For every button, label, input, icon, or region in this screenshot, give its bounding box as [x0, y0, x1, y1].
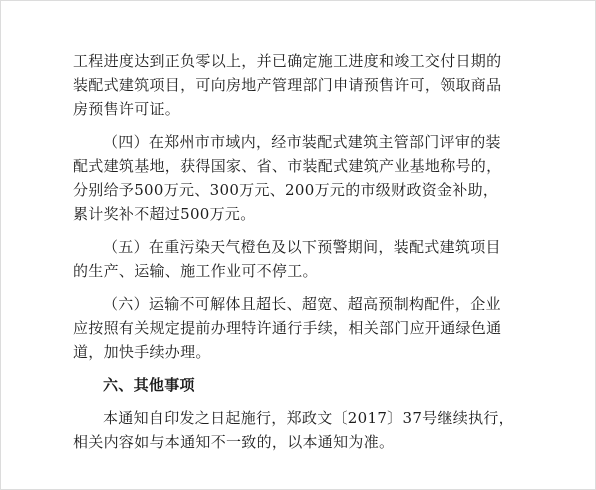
text-line: （六）运输不可解体且超长、超宽、超高预制构配件，企业 [103, 295, 501, 313]
text-line: 配式建筑基地，获得国家、省、市装配式建筑产业基地称号的， [73, 157, 502, 175]
text-line: 工程进度达到正负零以上，并已确定施工进度和竣工交付日期的 [73, 52, 502, 70]
paragraph-item-four [73, 130, 527, 226]
text-line: 分别给予500万元、300万元、200万元的市级财政资金补助， [73, 181, 499, 199]
text-line: 的生产、运输、施工作业可不停工。 [73, 262, 318, 280]
text-line: 相关内容如与本通知不一致的，以本通知为准。 [73, 433, 395, 451]
text-line: （四）在郑州市市域内，经市装配式建筑主管部门评审的装 [103, 133, 501, 151]
text-line: （五）在重污染天气橙色及以下预警期间，装配式建筑项目 [103, 238, 501, 256]
text-line: 应按照有关规定提前办理特许通行手续，相关部门应开通绿色通 [73, 319, 502, 337]
text-line: 本通知自印发之日起施行，郑政文〔2017〕37号继续执行， [103, 409, 514, 427]
paragraph-closing [73, 406, 527, 454]
text-line: 道，加快手续办理。 [73, 343, 211, 361]
document-body [73, 49, 527, 463]
text-line: 房预售许可证。 [73, 100, 181, 118]
text-line: 累计奖补不超过500万元。 [73, 205, 256, 223]
paragraph-presale-permit [73, 49, 527, 121]
text-line: 装配式建筑项目，可向房地产管理部门申请预售许可，领取商品 [73, 76, 502, 94]
section-heading: 六、其他事项 [103, 376, 195, 394]
paragraph-item-five [73, 235, 527, 283]
paragraph-item-six [73, 292, 527, 364]
